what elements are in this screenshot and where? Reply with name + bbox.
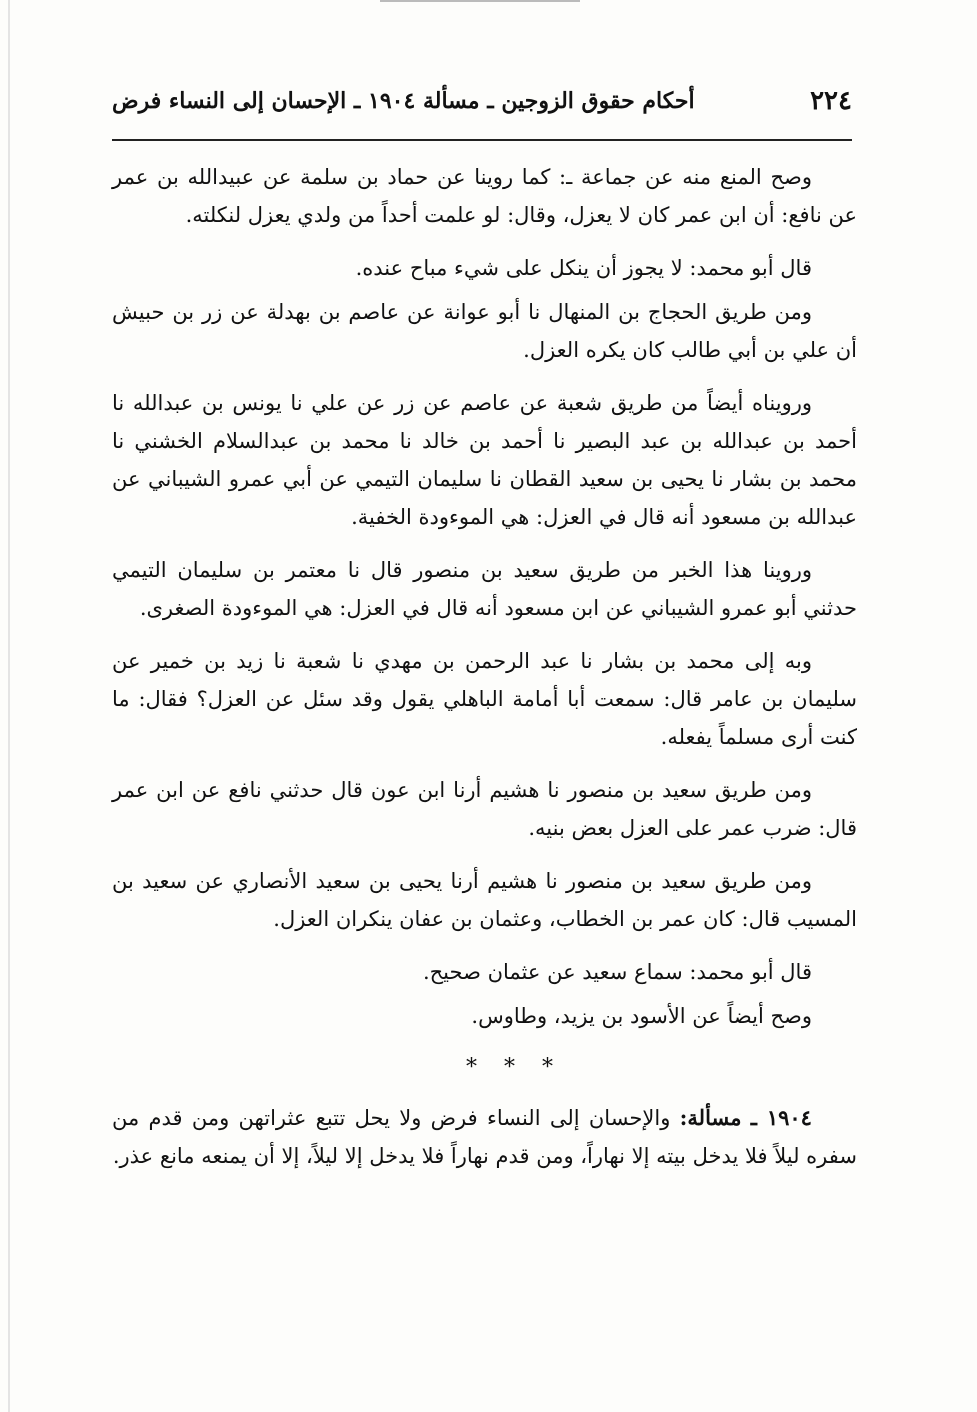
header-rule xyxy=(112,139,852,141)
paragraph-5: وروينا هذا الخبر من طريق سعيد بن منصور قال نا معتمر بن سليمان التيمي حدثني أبو عمرو الشيباني عن ابن مسعود أنه قال في العزل: هي الموءودة الصغرى. xyxy=(112,558,857,620)
paragraph-7: ومن طريق سعيد بن منصور نا هشيم أرنا ابن عون قال حدثني نافع عن ابن عمر قال: ضرب عمر على العزل بعض بنيه. xyxy=(112,778,857,840)
paragraph-6: وبه إلى محمد بن بشار نا عبد الرحمن بن مهدي نا شعبة نا زيد بن خمير عن سليمان بن عامر قال: سمعت أبا أمامة الباهلي يقول وقد سئل عن العزل؟ فقال: ما كنت أرى مسلماً يفعله. xyxy=(112,649,857,749)
issue-number: ١٩٠٤ ـ xyxy=(750,1105,812,1130)
running-title: أحكام حقوق الزوجين ـ مسألة ١٩٠٤ ـ الإحسان إلى النساء فرض xyxy=(112,88,695,114)
page-header xyxy=(112,82,852,130)
paragraph-1: وصح المنع منه عن جماعة ـ: كما روينا عن حماد بن سلمة عن عبيدالله بن عمر عن نافع: أن ابن عمر كان لا يعزل، وقال: لو علمت أحداً من ولدي يعزل لنكلته. xyxy=(112,165,857,227)
paragraph-2: قال أبو محمد: لا يجوز أن ينكل على شيء مباح عنده. xyxy=(355,256,812,280)
page-number: ٢٢٤ xyxy=(810,86,852,116)
scan-artifact-top xyxy=(380,0,580,2)
paragraph-10: وصح أيضاً عن الأسود بن يزيد، وطاوس. xyxy=(471,1004,812,1028)
paragraph-4: ورويناه أيضاً من طريق شعبة عن عاصم عن زر عن علي نا يونس بن عبدالله نا أحمد بن عبدالله بن عبد البصير نا أحمد بن خالد نا محمد بن عبدالسلام الخشني نا محمد بن بشار نا يحيى بن سعيد القطان نا سليمان التيمي عن أبي عمرو الشيباني عن عبدالله بن مسعود أنه قال في العزل: هي الموءودة الخفية. xyxy=(112,391,857,529)
section-separator: * * * xyxy=(466,1055,563,1080)
paragraph-3: ومن طريق الحجاج بن المنهال نا أبو عوانة عن عاصم بن بهدلة عن زر بن حبيش أن علي بن أبي طالب كان يكره العزل. xyxy=(112,300,857,362)
issue-text: والإحسان إلى النساء فرض ولا يحل تتبع عثراتهن ومن قدم من سفره ليلاً فلا يدخل بيته إلا نهاراً، ومن قدم نهاراً فلا يدخل إلا ليلاً، إلا أن يمنعه مانع عذر. xyxy=(112,1106,857,1168)
scan-artifact-left xyxy=(8,0,10,1412)
issue-paragraph xyxy=(112,1099,857,1175)
paragraph-9: قال أبو محمد: سماع سعيد عن عثمان صحيح. xyxy=(422,960,812,984)
paragraph-8: ومن طريق سعيد بن منصور نا هشيم أرنا يحيى بن سعيد الأنصاري عن سعيد بن المسيب قال: كان عمر بن الخطاب، وعثمان بن عفان ينكران العزل. xyxy=(112,869,857,931)
issue-label: مسألة: xyxy=(679,1105,742,1130)
body-text xyxy=(112,158,857,1190)
